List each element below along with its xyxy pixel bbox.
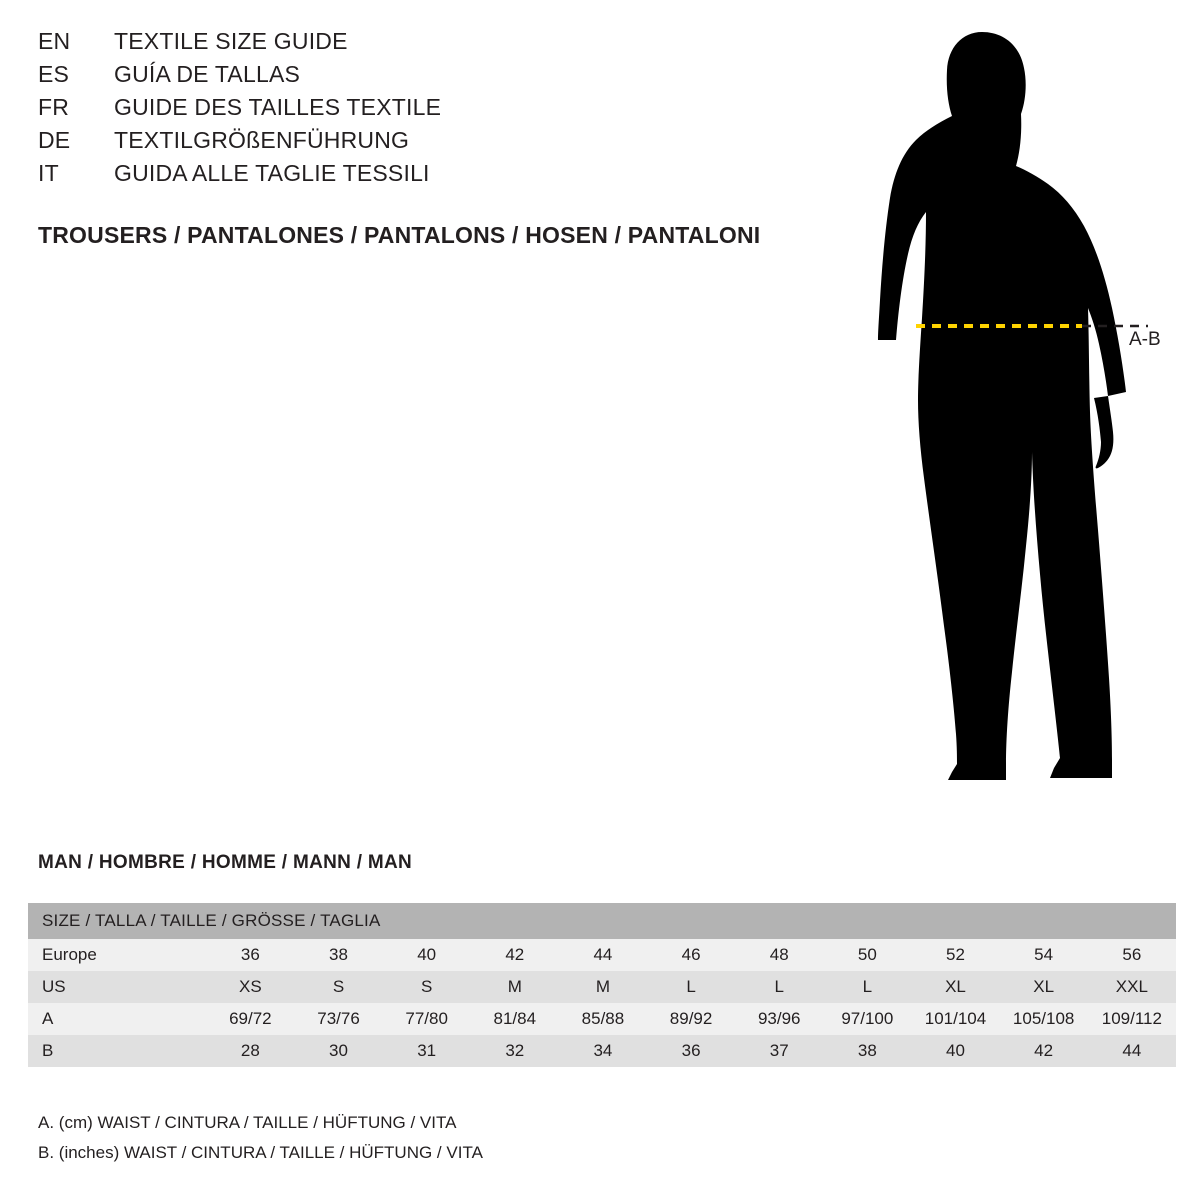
- table-cell: 36: [206, 939, 294, 971]
- measure-label-ab: A-B: [1129, 329, 1161, 350]
- table-cell: M: [471, 971, 559, 1003]
- table-cell: L: [823, 971, 911, 1003]
- table-cell: XL: [911, 971, 999, 1003]
- table-cell: 69/72: [206, 1003, 294, 1035]
- man-silhouette-shape: [878, 32, 1126, 780]
- table-cell: 44: [1088, 1035, 1176, 1067]
- language-title: GUIDE DES TAILLES TEXTILE: [114, 94, 442, 120]
- table-cell: 52: [911, 939, 999, 971]
- table-cell: 85/88: [559, 1003, 647, 1035]
- table-row: [28, 1003, 1176, 1035]
- table-cell: XL: [1000, 971, 1088, 1003]
- table-cell: XS: [206, 971, 294, 1003]
- table-cell: 42: [1000, 1035, 1088, 1067]
- language-row: [38, 127, 798, 160]
- table-cell: 36: [647, 1035, 735, 1067]
- table-cell: 40: [911, 1035, 999, 1067]
- language-row: [38, 94, 798, 127]
- table-cell: 77/80: [383, 1003, 471, 1035]
- table-cell: 93/96: [735, 1003, 823, 1035]
- language-list: [38, 28, 798, 193]
- table-cell: 73/76: [294, 1003, 382, 1035]
- table-cell: 42: [471, 939, 559, 971]
- row-label: Europe: [28, 939, 206, 971]
- language-code: IT: [38, 160, 59, 186]
- row-label: A: [28, 1003, 206, 1035]
- table-cell: 46: [647, 939, 735, 971]
- table-cell: L: [735, 971, 823, 1003]
- language-row: [38, 160, 798, 193]
- table-row: [28, 971, 1176, 1003]
- footnote-b: B. (inches) WAIST / CINTURA / TAILLE / HÜFTUNG / VITA: [38, 1143, 483, 1162]
- footnote-a: A. (cm) WAIST / CINTURA / TAILLE / HÜFTUNG / VITA: [38, 1113, 457, 1132]
- language-code: DE: [38, 127, 71, 153]
- language-row: [38, 61, 798, 94]
- language-title: TEXTILGRÖßENFÜHRUNG: [114, 127, 410, 153]
- table-cell: 30: [294, 1035, 382, 1067]
- language-title: GUIDA ALLE TAGLIE TESSILI: [114, 160, 430, 186]
- table-cell: 56: [1088, 939, 1176, 971]
- garment-type-label: TROUSERS / PANTALONES / PANTALONS / HOSEN / PANTALONI: [38, 222, 761, 248]
- table-cell: 38: [294, 939, 382, 971]
- table-cell: L: [647, 971, 735, 1003]
- footnotes: [38, 1108, 483, 1168]
- row-label: B: [28, 1035, 206, 1067]
- table-cell: 97/100: [823, 1003, 911, 1035]
- table-cell: 50: [823, 939, 911, 971]
- table-cell: 28: [206, 1035, 294, 1067]
- table-cell: 89/92: [647, 1003, 735, 1035]
- table-cell: 48: [735, 939, 823, 971]
- language-code: FR: [38, 94, 70, 120]
- table-cell: 34: [559, 1035, 647, 1067]
- table-header-label: SIZE / TALLA / TAILLE / GRÖSSE / TAGLIA: [28, 903, 1176, 939]
- row-label: US: [28, 971, 206, 1003]
- table-cell: 54: [1000, 939, 1088, 971]
- table-cell: 37: [735, 1035, 823, 1067]
- language-title: TEXTILE SIZE GUIDE: [114, 28, 348, 54]
- language-code: ES: [38, 61, 70, 87]
- table-section-title: MAN / HOMBRE / HOMME / MANN / MAN: [38, 852, 413, 873]
- table-cell: 101/104: [911, 1003, 999, 1035]
- table-cell: 31: [383, 1035, 471, 1067]
- language-code: EN: [38, 28, 71, 54]
- table-header-row: [28, 903, 1176, 939]
- figure-silhouette: [830, 18, 1170, 798]
- table-cell: S: [383, 971, 471, 1003]
- table-cell: 38: [823, 1035, 911, 1067]
- table-cell: 81/84: [471, 1003, 559, 1035]
- language-title: GUÍA DE TALLAS: [114, 61, 301, 87]
- table-cell: 109/112: [1088, 1003, 1176, 1035]
- size-table: [28, 903, 1176, 1067]
- table-cell: 105/108: [1000, 1003, 1088, 1035]
- table-row: [28, 1035, 1176, 1067]
- table-cell: 32: [471, 1035, 559, 1067]
- table-row: [28, 939, 1176, 971]
- table-cell: XXL: [1088, 971, 1176, 1003]
- language-row: [38, 28, 798, 61]
- table-cell: 44: [559, 939, 647, 971]
- table-cell: S: [294, 971, 382, 1003]
- table-cell: M: [559, 971, 647, 1003]
- table-cell: 40: [383, 939, 471, 971]
